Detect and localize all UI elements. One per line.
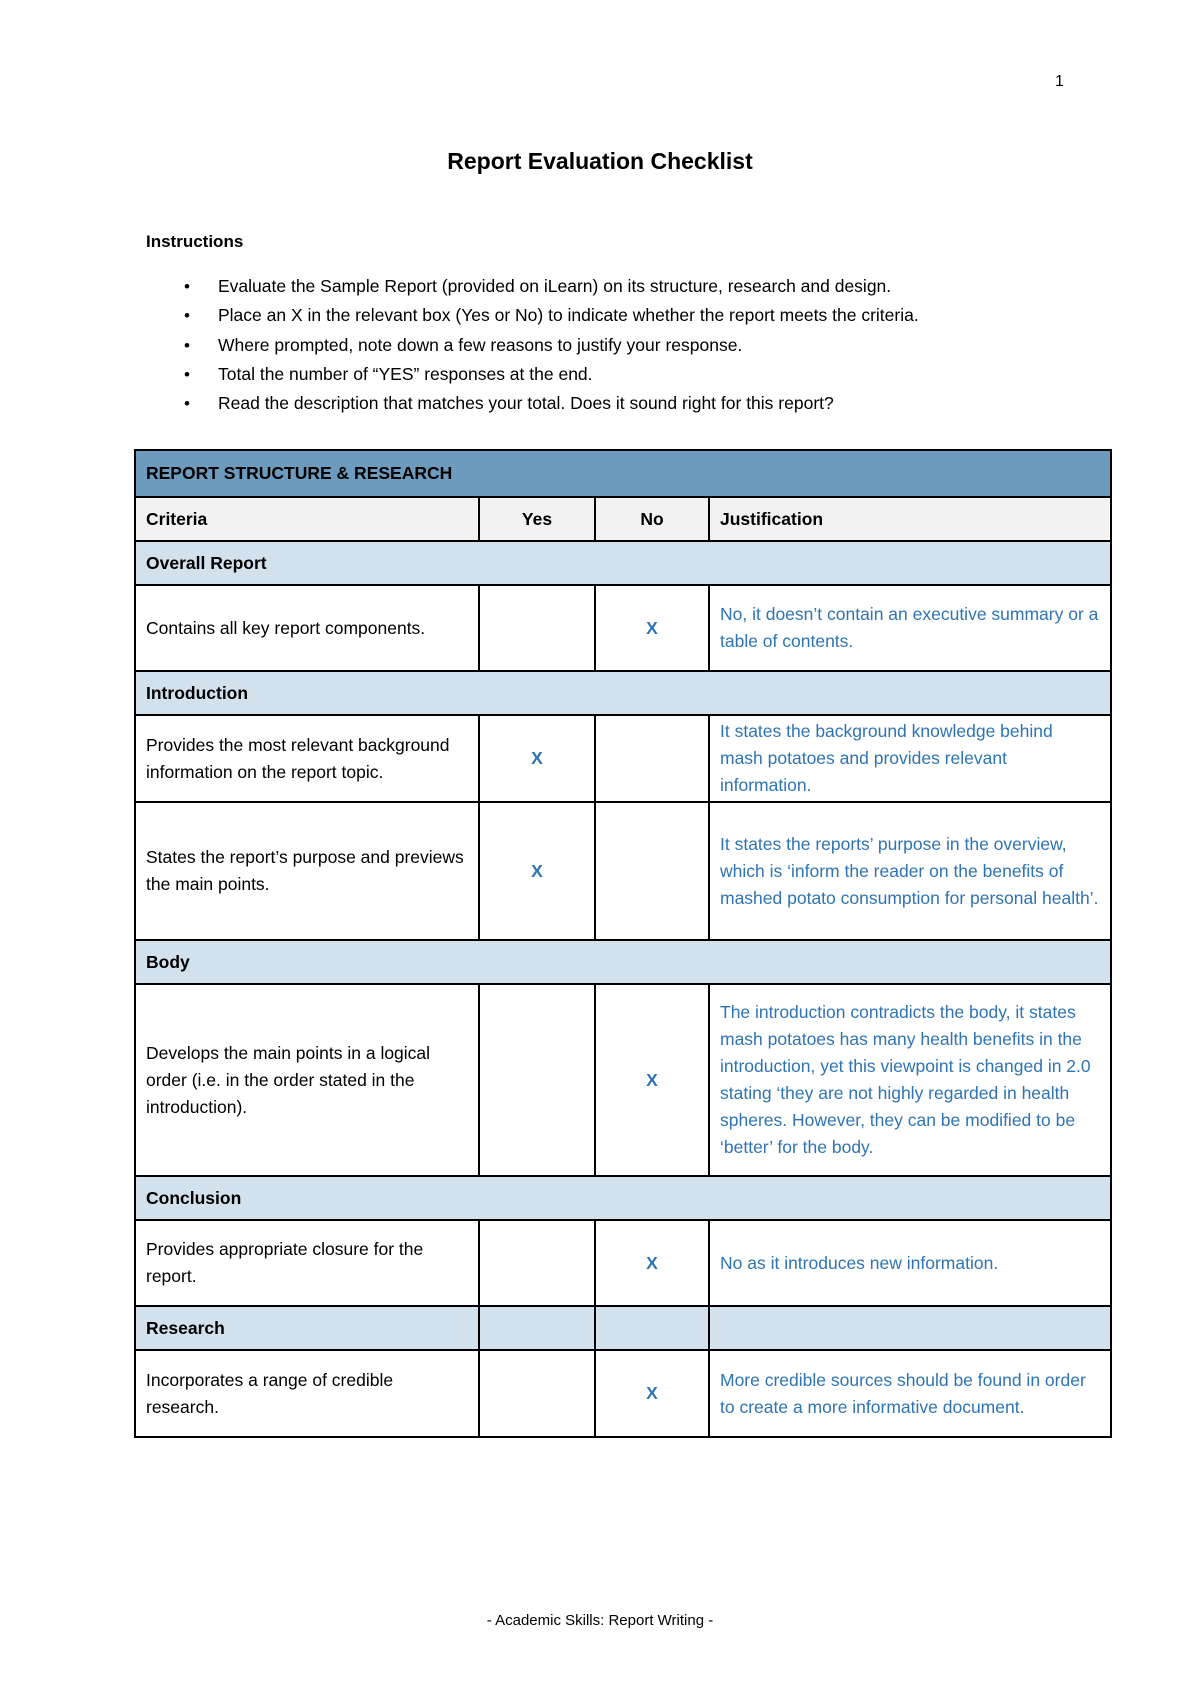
section-title: Introduction xyxy=(135,671,1111,715)
bullet-icon: • xyxy=(184,306,190,326)
section-row xyxy=(135,1176,1111,1220)
list-item-text: Where prompted, note down a few reasons to justify your response. xyxy=(218,334,743,355)
yes-cell[interactable]: X xyxy=(479,802,595,940)
criteria-cell: Provides the most relevant background information on the report topic. xyxy=(135,715,479,802)
section-title: Research xyxy=(135,1306,479,1350)
no-cell[interactable] xyxy=(595,715,709,802)
justification-cell[interactable]: No as it introduces new information. xyxy=(709,1220,1111,1306)
yes-cell[interactable] xyxy=(479,1220,595,1306)
justification-cell[interactable]: More credible sources should be found in order to create a more informative document. xyxy=(709,1350,1111,1437)
bullet-icon: • xyxy=(184,277,190,296)
section-row xyxy=(135,1306,1111,1350)
section-row xyxy=(135,671,1111,715)
table-header-row xyxy=(135,497,1111,541)
justification-cell[interactable]: It states the background knowledge behind mash potatoes and provides relevant information. xyxy=(709,715,1111,802)
section-title: Body xyxy=(135,940,1111,984)
justification-cell[interactable]: It states the reports’ purpose in the overview, which is ‘inform the reader on the benefits of mashed potato consumption for personal health’. xyxy=(709,802,1111,940)
bullet-icon: • xyxy=(184,364,190,384)
page-title: Report Evaluation Checklist xyxy=(447,148,753,174)
justification-cell[interactable]: The introduction contradicts the body, it states mash potatoes has many health benefits in the introduction, yet this viewpoint is changed in 2.0 stating ‘they are not highly regarded in health spheres. However, they can be modified to be ‘better’ for the body. xyxy=(709,984,1111,1176)
table-row xyxy=(135,802,1111,940)
table-banner: REPORT STRUCTURE & RESEARCH xyxy=(135,450,1111,497)
criteria-cell: Contains all key report components. xyxy=(135,585,479,671)
no-cell[interactable]: X xyxy=(595,984,709,1176)
evaluation-table xyxy=(134,449,1112,1438)
justification-cell[interactable]: No, it doesn’t contain an executive summary or a table of contents. xyxy=(709,585,1111,671)
column-header-justification: Justification xyxy=(709,497,1111,541)
list-item xyxy=(146,272,919,301)
no-cell[interactable] xyxy=(595,802,709,940)
no-cell[interactable]: X xyxy=(595,1220,709,1306)
table-row xyxy=(135,1220,1111,1306)
criteria-cell: Incorporates a range of credible research. xyxy=(135,1350,479,1437)
table-row xyxy=(135,984,1111,1176)
criteria-cell: Develops the main points in a logical order (i.e. in the order stated in the introduction). xyxy=(135,984,479,1176)
section-filler-cell xyxy=(709,1306,1111,1350)
list-item xyxy=(146,301,919,330)
instructions-list xyxy=(146,272,919,418)
column-header-yes: Yes xyxy=(479,497,595,541)
criteria-cell: Provides appropriate closure for the report. xyxy=(135,1220,479,1306)
column-header-no: No xyxy=(595,497,709,541)
list-item xyxy=(146,389,919,418)
section-filler-cell xyxy=(595,1306,709,1350)
list-item-text: Total the number of “YES” responses at the end. xyxy=(218,363,593,384)
section-title: Conclusion xyxy=(135,1176,1111,1220)
instructions-heading: Instructions xyxy=(146,232,244,251)
criteria-cell: States the report’s purpose and previews the main points. xyxy=(135,802,479,940)
page-footer: - Academic Skills: Report Writing - xyxy=(486,1612,714,1629)
yes-cell[interactable] xyxy=(479,984,595,1176)
list-item-text: Evaluate the Sample Report (provided on iLearn) on its structure, research and design. xyxy=(218,276,892,296)
table-row xyxy=(135,715,1111,802)
section-title: Overall Report xyxy=(135,541,1111,585)
bullet-icon: • xyxy=(184,335,190,355)
table-banner-row xyxy=(135,450,1111,497)
column-header-criteria: Criteria xyxy=(135,497,479,541)
list-item xyxy=(146,331,919,360)
no-cell[interactable]: X xyxy=(595,585,709,671)
yes-cell[interactable] xyxy=(479,585,595,671)
table-row xyxy=(135,585,1111,671)
section-row xyxy=(135,541,1111,585)
section-row xyxy=(135,940,1111,984)
list-item-text: Read the description that matches your total. Does it sound right for this report? xyxy=(218,393,834,414)
list-item-text: Place an X in the relevant box (Yes or No) to indicate whether the report meets the criteria. xyxy=(218,305,919,326)
table-row xyxy=(135,1350,1111,1437)
yes-cell[interactable] xyxy=(479,1350,595,1437)
page-number: 1 xyxy=(1055,73,1064,90)
bullet-icon: • xyxy=(184,394,190,414)
section-filler-cell xyxy=(479,1306,595,1350)
no-cell[interactable]: X xyxy=(595,1350,709,1437)
yes-cell[interactable]: X xyxy=(479,715,595,802)
list-item xyxy=(146,360,919,389)
